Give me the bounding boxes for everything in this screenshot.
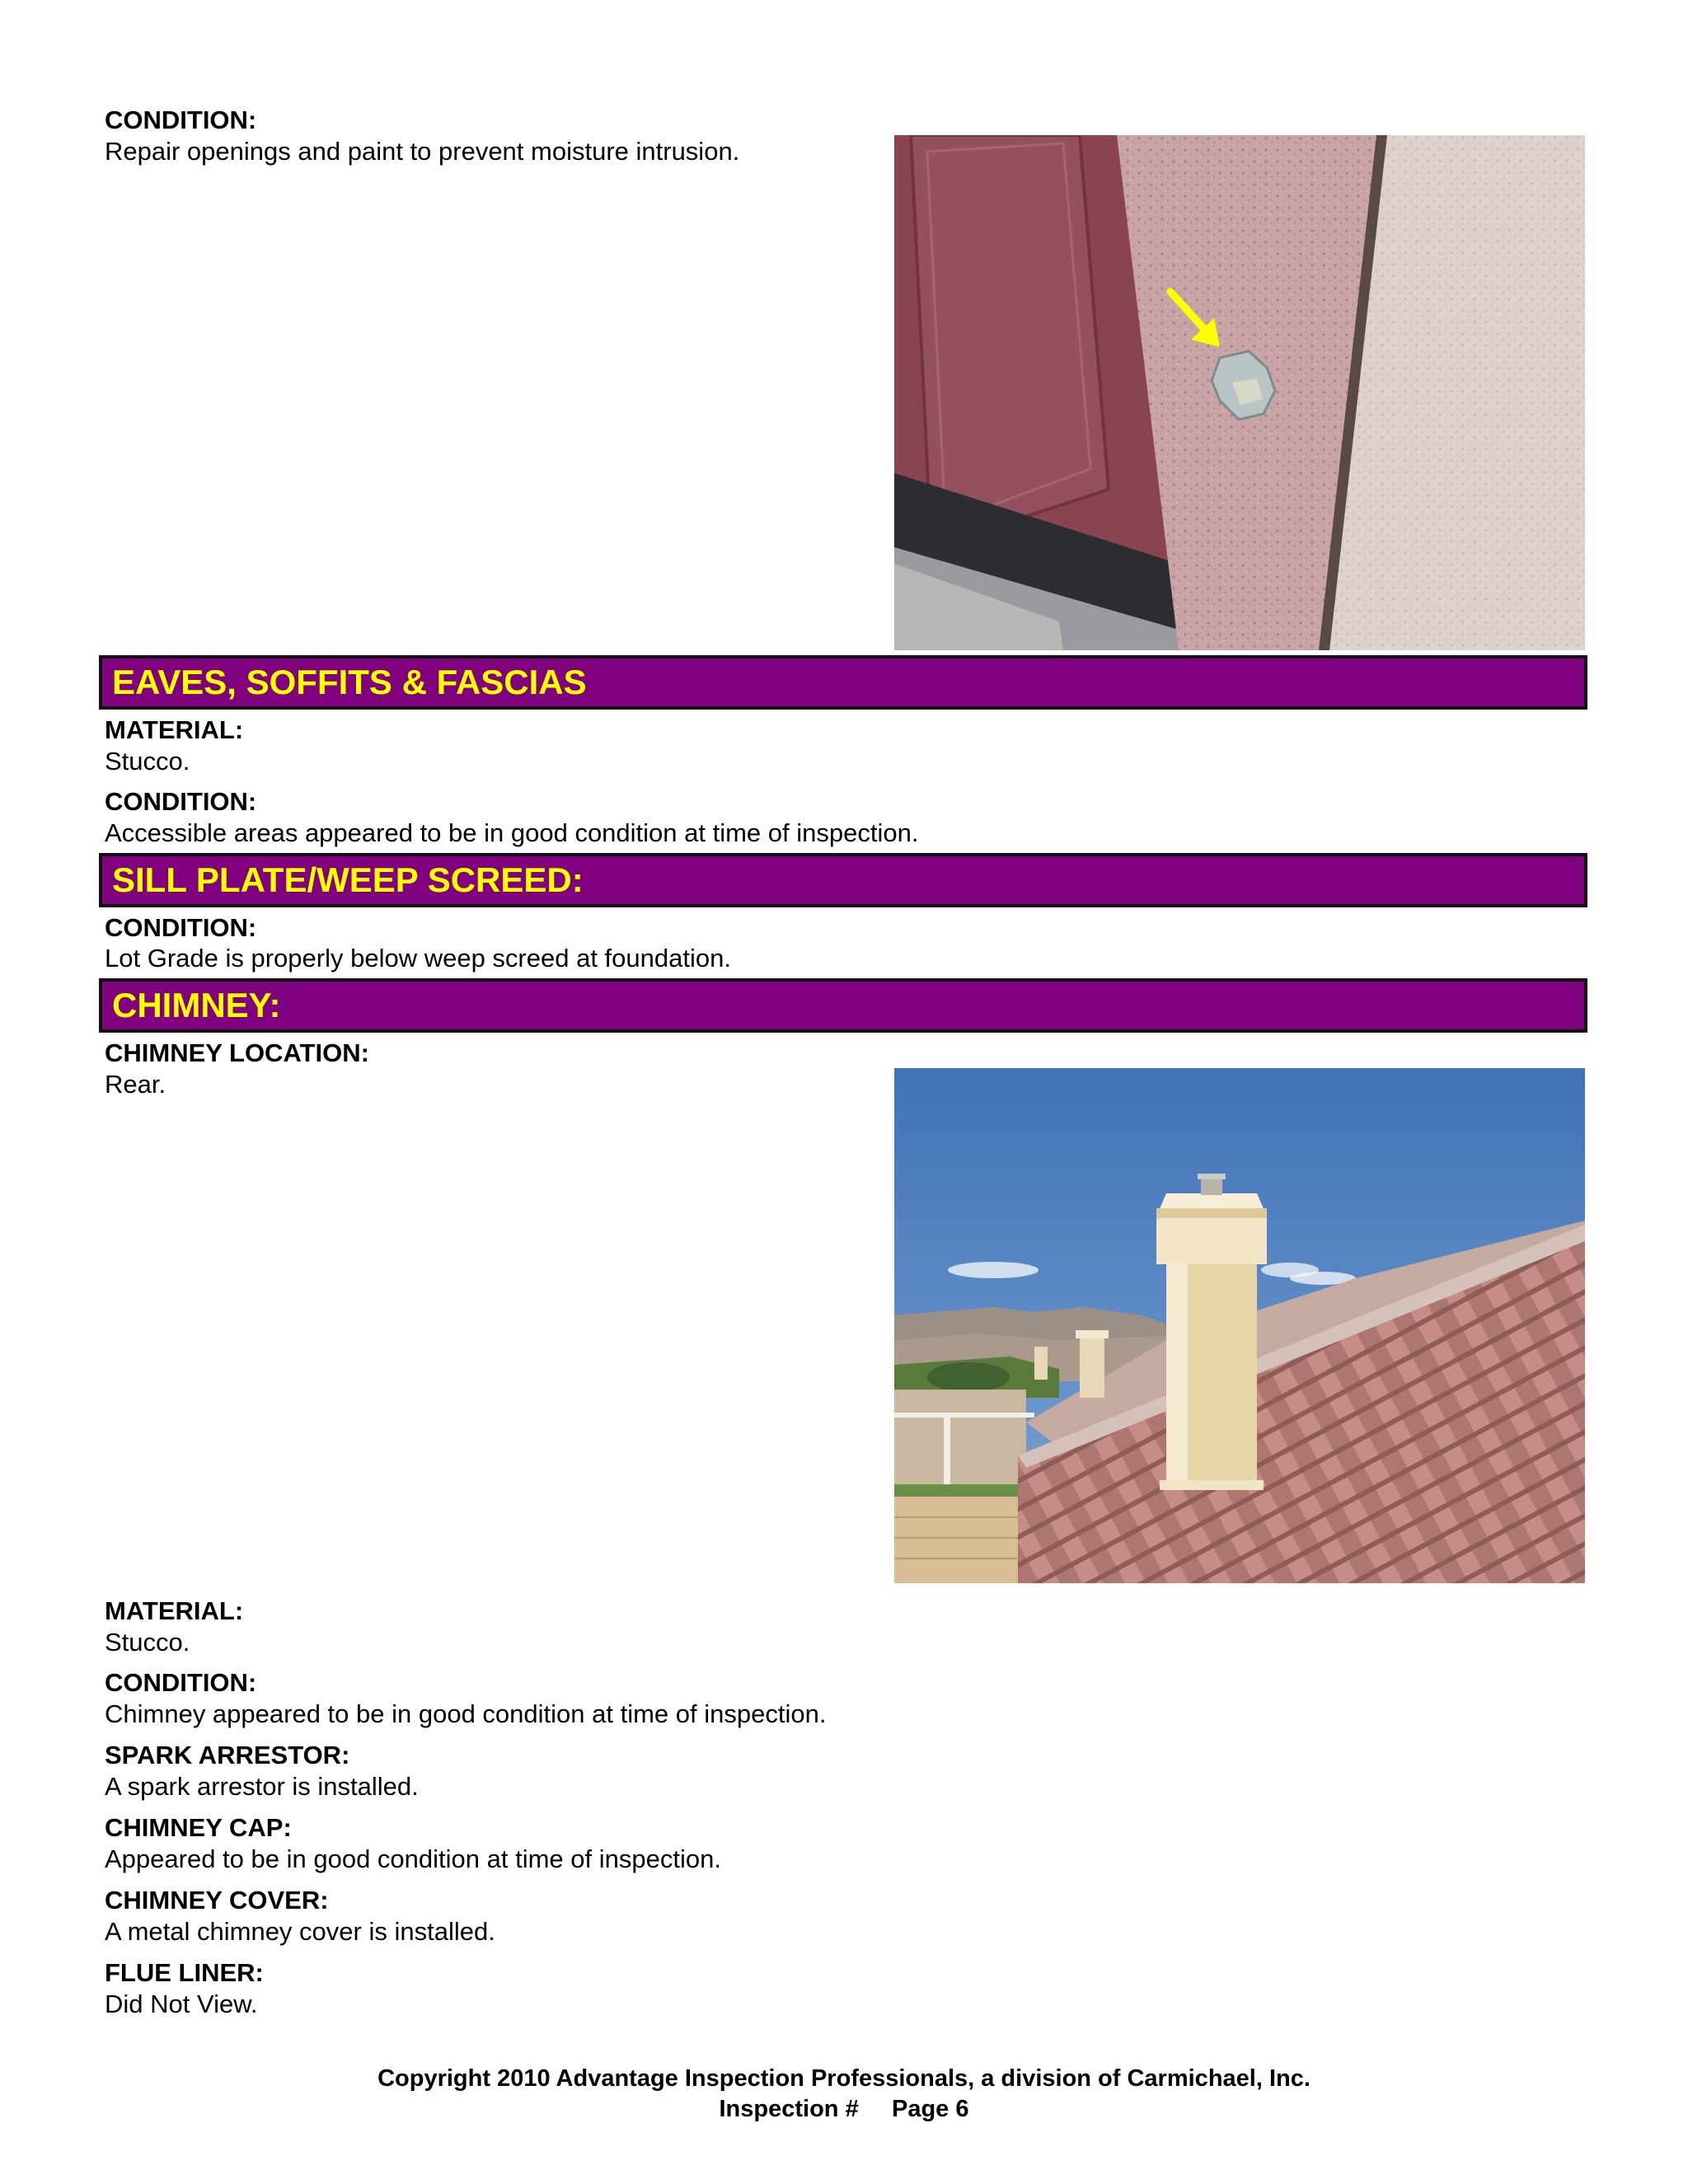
section-header-chimney: [99, 978, 1587, 1033]
sill-condition-value: Lot Grade is properly below weep screed at foundation.: [105, 944, 731, 972]
eaves-condition-label: CONDITION:: [105, 787, 257, 816]
chimney-material-value: Stucco.: [105, 1628, 190, 1657]
flue-liner-value: Did Not View.: [105, 1990, 258, 2018]
chimney-material-label: MATERIAL:: [105, 1596, 244, 1625]
sill-condition-label: CONDITION:: [105, 913, 257, 942]
chimney-condition-value: Chimney appeared to be in good condition at time of inspection.: [105, 1699, 827, 1728]
footer-copyright-text: Copyright 2010 Advantage Inspection Professionals, a division of Carmichael, Inc.: [377, 2065, 1311, 2092]
chimney-location-label: CHIMNEY LOCATION:: [105, 1038, 369, 1067]
section-header-sill-plate: [99, 853, 1587, 907]
eaves-condition-value: Accessible areas appeared to be in good condition at time of inspection.: [105, 818, 919, 847]
section-title-eaves: EAVES, SOFFITS & FASCIAS: [112, 663, 587, 701]
chimney-condition-label: CONDITION:: [105, 1668, 257, 1697]
condition-label: CONDITION:: [105, 105, 257, 134]
section-title-chimney: CHIMNEY:: [112, 986, 281, 1024]
flue-liner-label: FLUE LINER:: [105, 1958, 264, 1987]
footer-inspection-text: Inspection # Page 6: [719, 2096, 969, 2122]
chimney-cover-value: A metal chimney cover is installed.: [105, 1917, 495, 1946]
chimney-cap-label: CHIMNEY CAP:: [105, 1813, 292, 1842]
chimney-location-value: Rear.: [105, 1070, 166, 1099]
section-title-sill-plate: SILL PLATE/WEEP SCREED:: [112, 860, 584, 899]
eaves-material-label: MATERIAL:: [105, 715, 244, 744]
spark-arrestor-value: A spark arrestor is installed.: [105, 1772, 419, 1801]
chimney-cover-label: CHIMNEY COVER:: [105, 1886, 329, 1915]
eaves-material-value: Stucco.: [105, 747, 190, 776]
chimney-cap-value: Appeared to be in good condition at time of inspection.: [105, 1844, 721, 1873]
footer-inspection: [0, 2093, 1688, 2125]
chimney-photo: [894, 1068, 1585, 1583]
spark-arrestor-label: SPARK ARRESTOR:: [105, 1741, 350, 1769]
condition-value: Repair openings and paint to prevent moisture intrusion.: [105, 137, 740, 166]
section-header-eaves: [99, 655, 1587, 710]
wall-damage-photo: [894, 135, 1585, 650]
footer-copyright: [0, 2063, 1688, 2094]
